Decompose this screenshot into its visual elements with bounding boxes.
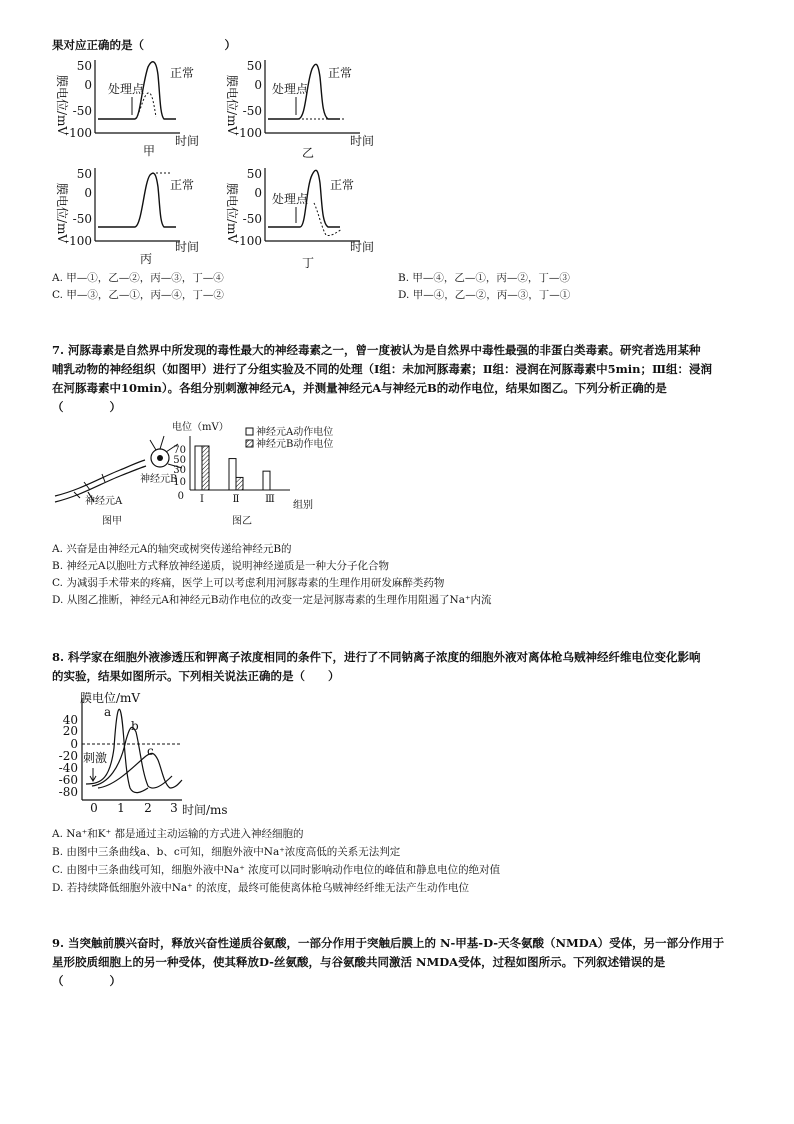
svg-text:丙: 丙: [140, 252, 153, 266]
legend-b: 神经元B动作电位: [256, 439, 334, 450]
svg-text:50: 50: [76, 59, 92, 73]
graph-yi: [225, 59, 374, 160]
svg-text:-20: -20: [58, 749, 78, 763]
svg-text:b: b: [131, 719, 139, 733]
svg-text:膜电位/mV: 膜电位/mV: [80, 691, 141, 705]
xtick-3: Ⅲ: [265, 494, 275, 505]
q8-stem: 8. 科学家在细胞外液渗透压和钾离子浓度相同的条件下，进行了不同钠离子浓度的细胞外液对离体枪乌贼神经纤维电位变化影响 的实验，结果如图所示。下列相关说法正确的是（ ）: [52, 650, 701, 683]
svg-text:0: 0: [90, 801, 98, 815]
svg-text:时间: 时间: [175, 240, 200, 254]
q7-option-c[interactable]: C. 为减弱手术带来的疼痛，医学上可以考虑利用河豚毒素的生理作用研发麻醉类药物: [52, 577, 445, 589]
graph-jia: [55, 59, 199, 158]
ytick-30: 30: [173, 465, 186, 476]
xtick-1: Ⅰ: [200, 494, 204, 505]
svg-text:神经元B: 神经元B: [140, 474, 178, 485]
svg-text:图甲: 图甲: [102, 516, 122, 527]
svg-text:时间: 时间: [175, 134, 200, 148]
svg-text:正常: 正常: [170, 66, 195, 80]
svg-text:-60: -60: [58, 773, 78, 787]
q6-graphs: [40, 55, 400, 270]
svg-text:-100: -100: [235, 126, 262, 140]
legend-b-swatch: [246, 440, 253, 447]
chart-ylabel: 电位（mV）: [172, 422, 229, 433]
svg-text:c: c: [147, 744, 154, 758]
svg-text:甲: 甲: [143, 144, 156, 158]
svg-text:正常: 正常: [170, 178, 195, 192]
graph-ding: [225, 167, 374, 270]
ytick-0: 0: [177, 491, 184, 502]
svg-text:膜电位/mV: 膜电位/mV: [55, 182, 69, 244]
svg-text:1: 1: [117, 801, 125, 815]
svg-text:处理点: 处理点: [108, 82, 145, 96]
q7-option-b[interactable]: B. 神经元A以胞吐方式释放神经递质，说明神经递质是一种大分子化合物: [52, 560, 389, 572]
q8-option-b[interactable]: B. 由图中三条曲线a、b、c可知，细胞外液中Na⁺浓度高低的关系无法判定: [52, 846, 401, 858]
q7-stem: 7. 河豚毒素是自然界中所发现的毒性最大的神经毒素之一，曾一度被认为是自然界中毒性最强的非蛋白类毒素。研究者选用某种 哺乳动物的神经组织（如图甲）进行了分组实验及不同的处理（Ⅰ组：未加河豚毒素；Ⅱ组：浸润在河豚毒素中5min；Ⅲ组：浸润 在河豚毒素中10min）。各组分别刺激神经元A，并测量神经元A与神经元B的动作电位，结果如图乙。下列分析正确的是 （ ）: [52, 343, 712, 414]
q7-option-a[interactable]: A. 兴奋是由神经元A的轴突或树突传递给神经元B的: [52, 543, 292, 555]
svg-text:2: 2: [144, 801, 152, 815]
svg-text:0: 0: [254, 186, 262, 200]
svg-text:正常: 正常: [330, 178, 355, 192]
svg-text:50: 50: [76, 167, 92, 181]
chart-caption: 图乙: [232, 516, 252, 527]
svg-text:处理点: 处理点: [272, 82, 309, 96]
legend-a-swatch: [246, 428, 253, 435]
bar-chart: [172, 420, 333, 527]
svg-text:0: 0: [70, 737, 78, 751]
svg-text:时间: 时间: [350, 240, 375, 254]
svg-text:0: 0: [84, 78, 92, 92]
svg-text:-100: -100: [65, 234, 92, 248]
ytick-10: 10: [173, 477, 186, 488]
q6-option-d[interactable]: D. 甲—④，乙—②，丙—③，丁—①: [398, 289, 571, 301]
q8-figure: [52, 688, 242, 818]
svg-text:0: 0: [254, 78, 262, 92]
svg-text:乙: 乙: [302, 146, 315, 160]
bar-a-1: [195, 446, 202, 490]
svg-text:膜电位/mV: 膜电位/mV: [225, 74, 239, 136]
q7-option-d[interactable]: D. 从图乙推断，神经元A和神经元B动作电位的改变一定是河豚毒素的生理作用阻遏了Na⁺内流: [52, 594, 492, 606]
svg-text:-50: -50: [242, 104, 262, 118]
ytick-50: 50: [173, 455, 186, 466]
svg-text:3: 3: [170, 801, 178, 815]
q6-stem-tail: 果对应正确的是（ ）: [52, 38, 236, 52]
svg-text:丁: 丁: [302, 256, 315, 270]
svg-text:-80: -80: [58, 785, 78, 799]
svg-text:50: 50: [246, 167, 262, 181]
q8-option-d[interactable]: D. 若持续降低细胞外液中Na⁺ 的浓度，最终可能使离体枪乌贼神经纤维无法产生动作电位: [52, 882, 470, 894]
svg-text:神经元A: 神经元A: [85, 496, 123, 507]
graph-bing: [55, 167, 199, 266]
svg-text:20: 20: [62, 724, 78, 738]
svg-text:-100: -100: [235, 234, 262, 248]
svg-text:正常: 正常: [328, 66, 353, 80]
svg-text:时间/ms: 时间/ms: [182, 803, 228, 817]
svg-text:-50: -50: [242, 212, 262, 226]
q8-option-c[interactable]: C. 由图中三条曲线可知，细胞外液中Na⁺ 浓度可以同时影响动作电位的峰值和静息电位的绝对值: [52, 864, 501, 876]
svg-text:-50: -50: [72, 212, 92, 226]
q7-figure: [50, 418, 380, 530]
svg-text:0: 0: [84, 186, 92, 200]
q8-option-a[interactable]: A. Na⁺和K⁺ 都是通过主动运输的方式进入神经细胞的: [52, 828, 304, 840]
svg-text:40: 40: [62, 713, 78, 727]
svg-text:时间: 时间: [350, 134, 375, 148]
legend-a: 神经元A动作电位: [256, 427, 334, 438]
svg-text:-40: -40: [58, 761, 78, 775]
ylabel: 膜电位/mV: [55, 74, 69, 136]
q6-option-a[interactable]: A. 甲—①，乙—②，丙—③，丁—④: [52, 272, 224, 284]
svg-text:50: 50: [246, 59, 262, 73]
q6-option-b[interactable]: B. 甲—④，乙—①，丙—②，丁—③: [398, 272, 570, 284]
svg-text:处理点: 处理点: [272, 192, 309, 206]
svg-text:a: a: [104, 705, 112, 719]
bar-a-2: [229, 459, 236, 490]
bar-b-1: [202, 446, 209, 490]
svg-text:膜电位/mV: 膜电位/mV: [225, 182, 239, 244]
neuron-diagram: [55, 436, 182, 527]
svg-text:-50: -50: [72, 104, 92, 118]
q9-stem: 9. 当突触前膜兴奋时，释放兴奋性递质谷氨酸，一部分作用于突触后膜上的 N-甲基-D-天冬氨酸（NMDA）受体，另一部分作用于 星形胶质细胞上的另一种受体，使其释放D-丝氨酸，与谷氨酸共同激活 NMDA受体，过程如图所示。下列叙述错误的是 （ ）: [52, 936, 725, 988]
ytick-70: 70: [173, 445, 186, 456]
bar-a-3: [263, 471, 270, 490]
xtick-2: Ⅱ: [232, 494, 240, 505]
bar-b-2: [236, 477, 243, 490]
chart-xlabel: 组别: [293, 500, 313, 511]
q6-option-c[interactable]: C. 甲—③，乙—①，丙—④，丁—②: [52, 289, 224, 301]
svg-text:-100: -100: [65, 126, 92, 140]
svg-text:刺激: 刺激: [83, 751, 108, 765]
